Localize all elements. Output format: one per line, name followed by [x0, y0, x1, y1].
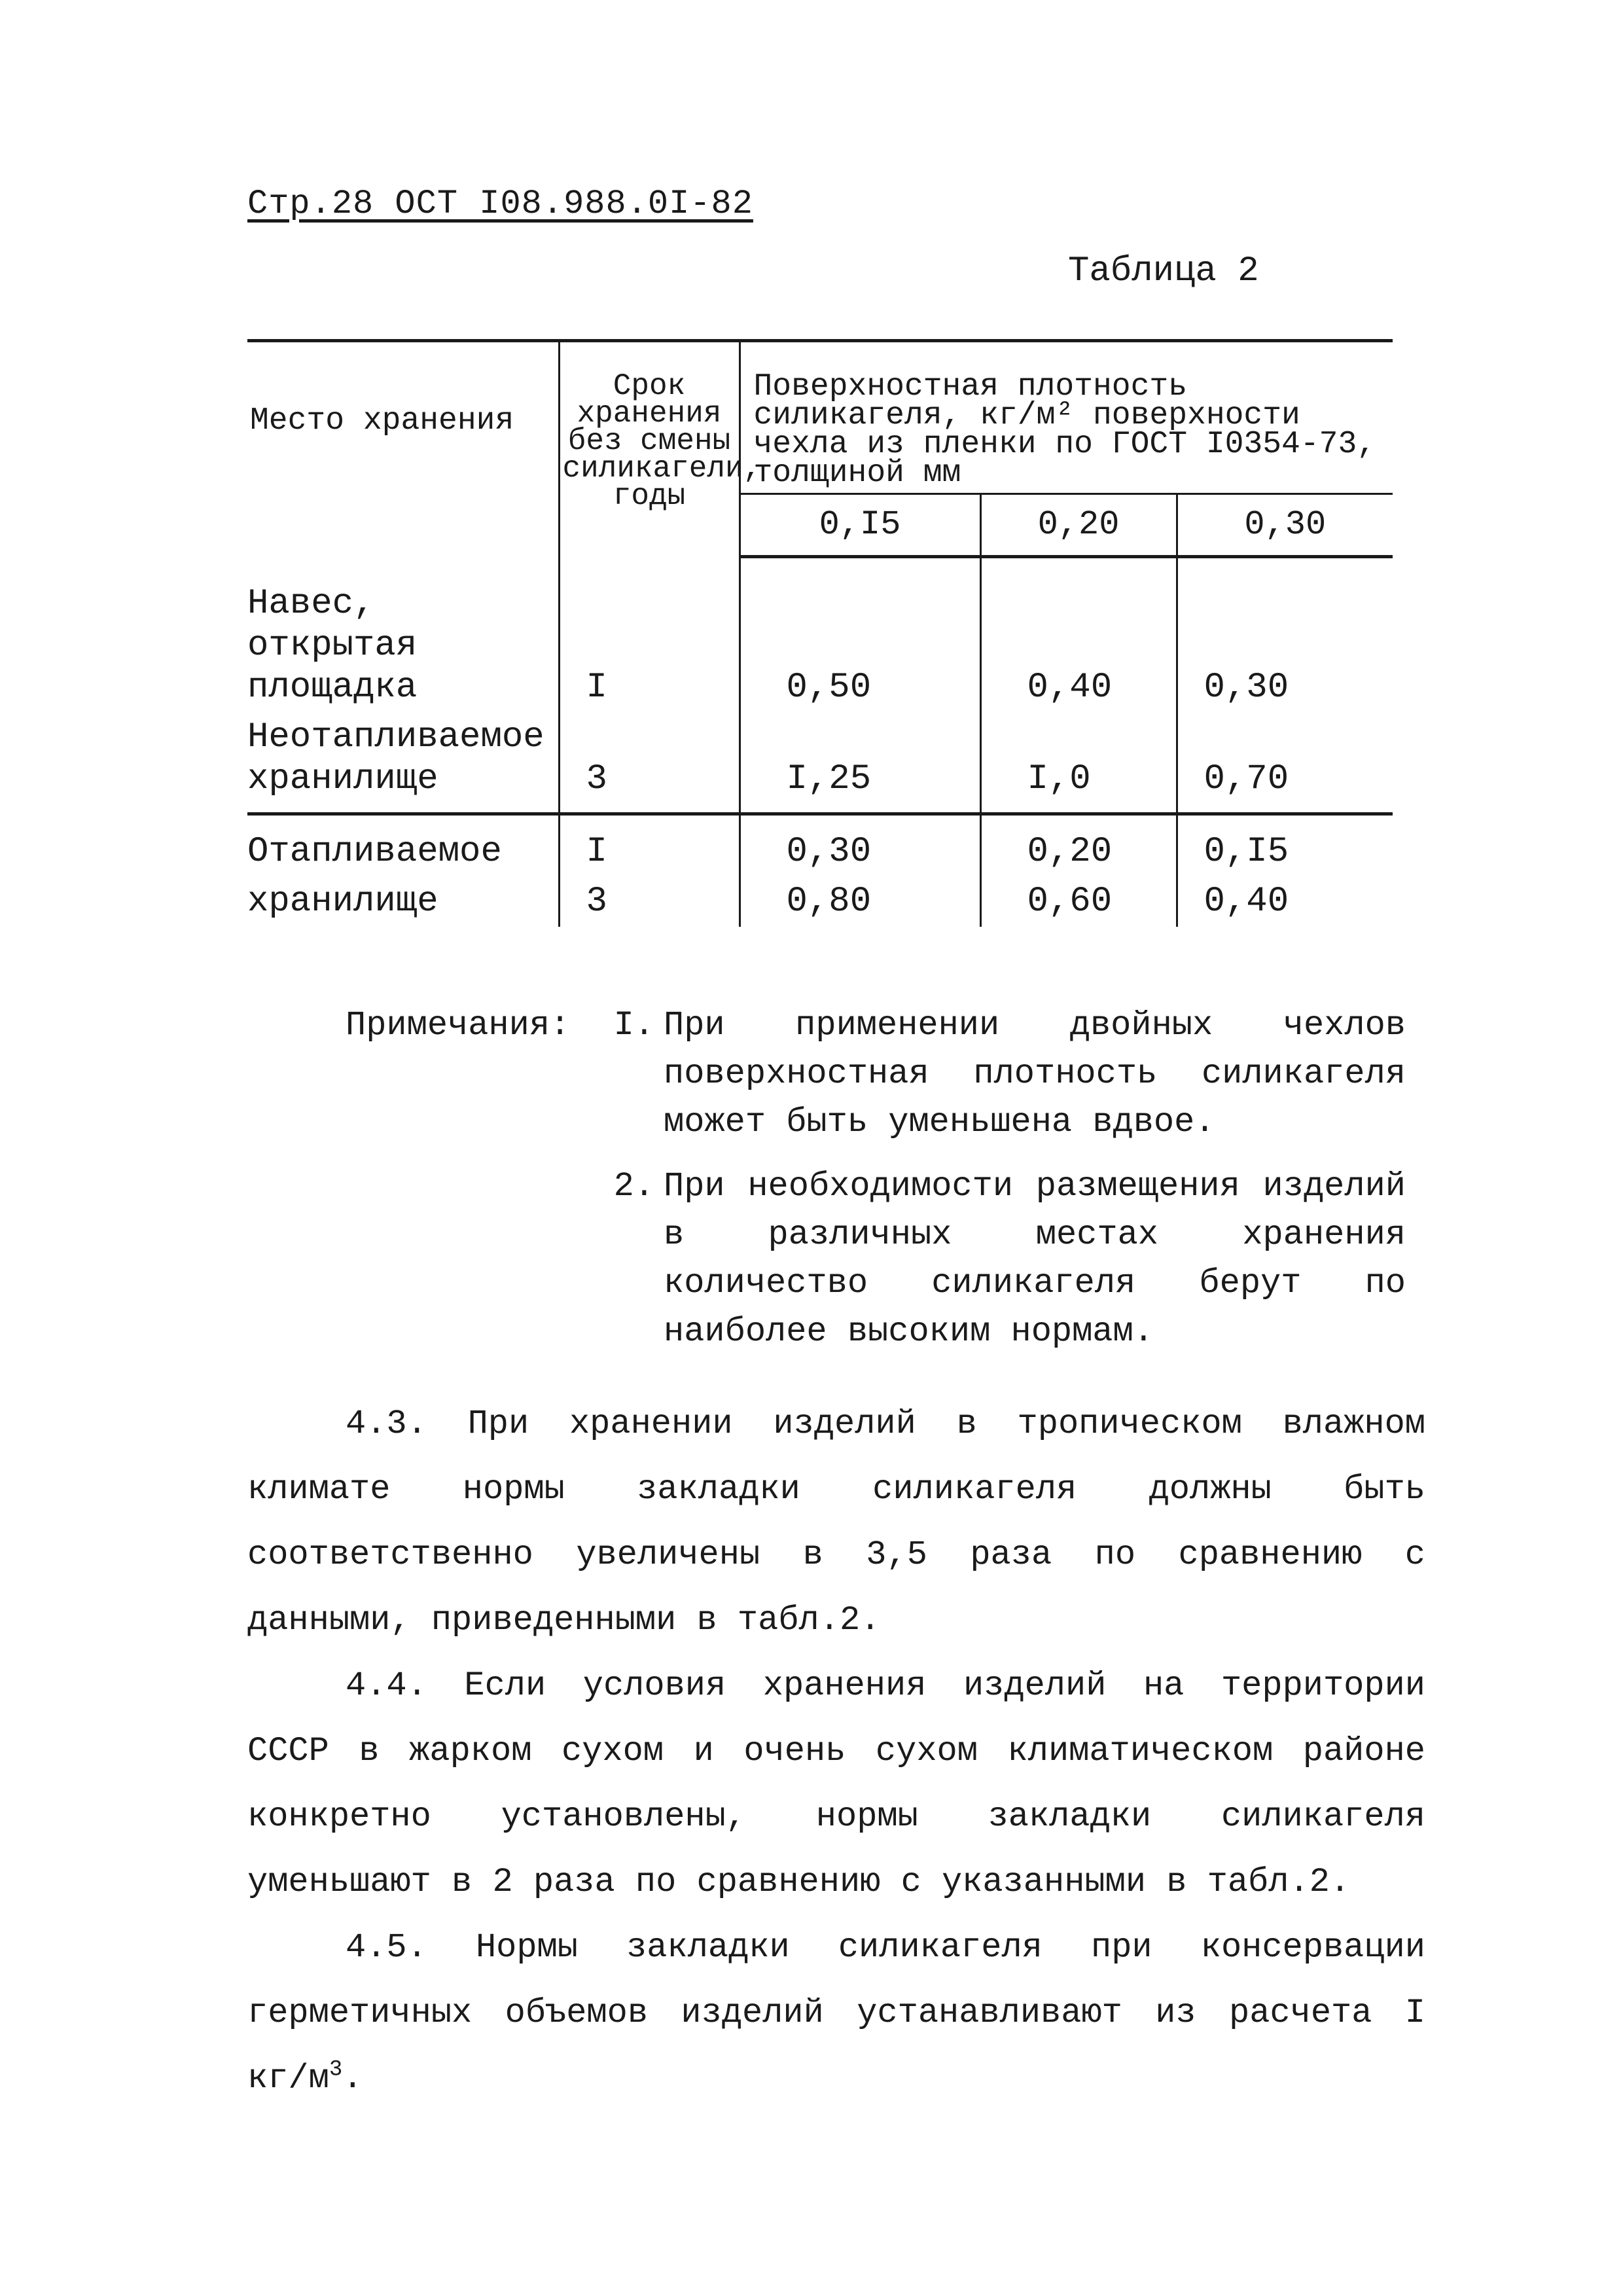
header-term: Срок хранения без смены силикагели, годы	[559, 341, 740, 557]
table-container	[247, 339, 1393, 927]
superscript: 3	[329, 2057, 343, 2083]
paragraph-4-3: 4.3. При хранении изделий в тропическом влажном климате нормы закладки силикагеля должны быть соответственно увеличены в 3,5 раза по сравнению с данными, приведенными в табл.2.	[247, 1405, 1425, 1640]
storage-norms-table	[247, 339, 1393, 927]
table-row	[247, 557, 1393, 713]
table-row	[247, 877, 1393, 927]
row-value: 0,40	[980, 557, 1177, 713]
note-text: При применении двойных чехлов поверхностная плотность силикагеля может быть уменьшена вдвое.	[664, 1006, 1406, 1141]
row-term: I	[559, 814, 740, 877]
row-place: Отапливаемое	[247, 831, 502, 872]
note-text: При необходимости размещения изделий в различных местах хранения количество силикагеля берут по наиболее высоким нормам.	[664, 1167, 1406, 1351]
header-place: Место хранения	[247, 341, 559, 557]
row-term: 3	[559, 877, 740, 927]
paragraph-4-5-text: 4.5. Нормы закладки силикагеля при консервации герметичных объемов изделий устанавливают из расчета I кг/м	[247, 1928, 1425, 2098]
paragraph-4-5	[247, 1915, 1425, 2111]
table-row	[247, 713, 1393, 814]
header-thickness-2: 0,20	[980, 494, 1177, 557]
row-value: 0,60	[980, 877, 1177, 927]
row-term: 3	[559, 713, 740, 814]
note-number: 2.	[613, 1167, 654, 1206]
table-caption: Таблица 2	[1068, 251, 1259, 291]
table-row	[247, 814, 1393, 877]
row-value: 0,30	[1177, 557, 1393, 713]
note-item	[346, 1001, 1406, 1147]
paragraph-4-4: 4.4. Если условия хранения изделий на территории СССР в жарком сухом и очень сухом климатическом районе конкретно установлены, нормы закладки силикагеля уменьшают в 2 раза по сравнению с указанными в табл.2.	[247, 1666, 1425, 1901]
row-value: 0,40	[1177, 877, 1393, 927]
row-value: I,0	[980, 713, 1177, 814]
notes-label: Примечания:	[346, 1006, 571, 1045]
header-thickness-3: 0,30	[1177, 494, 1393, 557]
body-text	[247, 1391, 1425, 2111]
notes-block	[346, 1001, 1406, 1372]
row-value: 0,70	[1177, 713, 1393, 814]
note-number: I.	[613, 1006, 654, 1045]
row-place: Неотапливаемое хранилище	[247, 713, 559, 814]
paragraph-4-5-end: .	[342, 2059, 363, 2098]
row-value: I,25	[740, 713, 980, 814]
row-value: 0,I5	[1177, 814, 1393, 877]
row-value: 0,80	[786, 881, 872, 922]
row-term: I	[559, 557, 740, 713]
row-value: 0,50	[786, 667, 872, 708]
header-thickness-1: 0,I5	[740, 494, 980, 557]
page-header: Стр.28 ОСТ I08.988.0I-82	[247, 185, 753, 223]
row-place: Навес, открытая площадка	[247, 583, 418, 708]
note-item	[346, 1162, 1406, 1356]
row-place: хранилище	[247, 881, 438, 922]
row-value: 0,30	[786, 831, 872, 872]
row-value: 0,20	[980, 814, 1177, 877]
header-density: Поверхностная плотность силикагеля, кг/м² поверхности чехла из пленки по ГОСТ I0354-73, толщиной мм	[740, 341, 1393, 494]
